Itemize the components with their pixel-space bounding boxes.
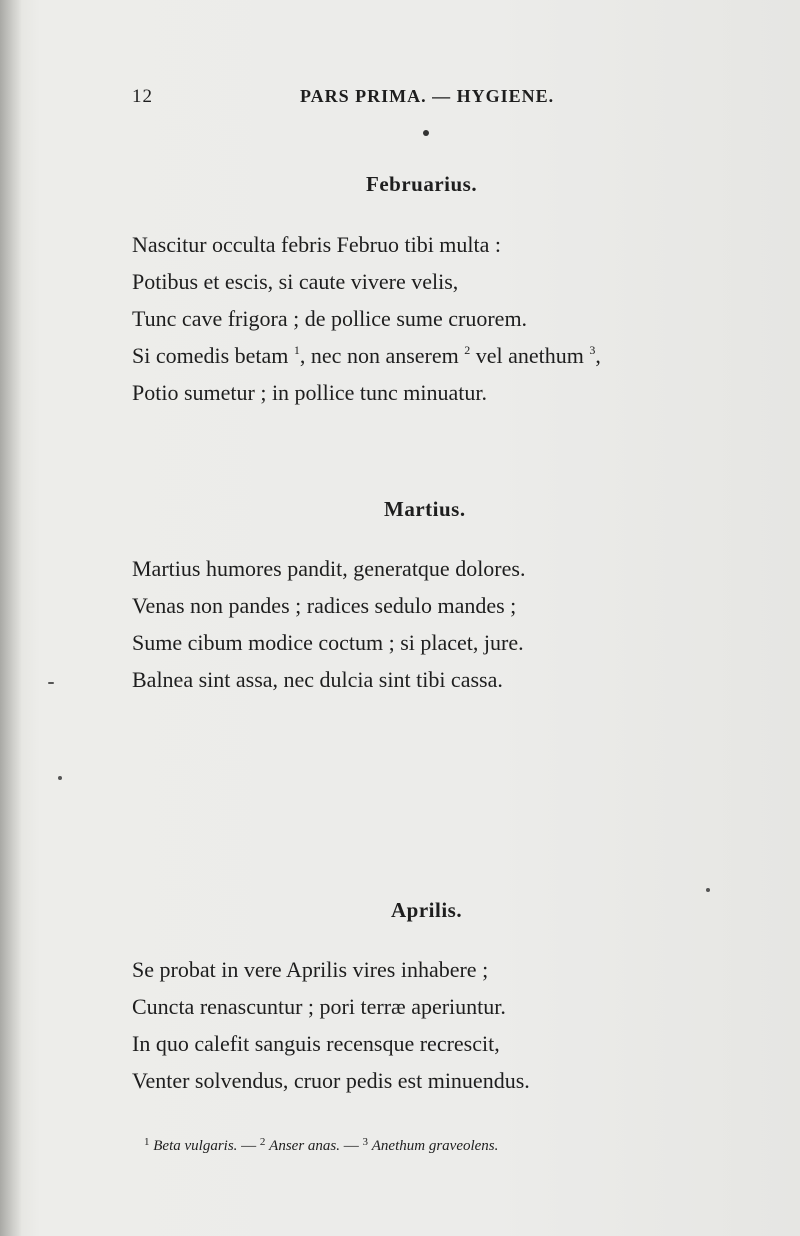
section-title-martius: Martius. (384, 497, 466, 521)
verse-line: Sume cibum modice coctum ; si placet, jure. (132, 630, 524, 655)
section-title-aprilis: Aprilis. (391, 898, 463, 922)
verse-line: Venter solvendus, cruor pedis est minuendus. (132, 1068, 530, 1093)
verse-martius (132, 550, 525, 698)
verse-line: Potio sumetur ; in pollice tunc minuatur. (132, 380, 488, 405)
verse-line: Balnea sint assa, nec dulcia sint tibi cassa. (132, 667, 503, 692)
verse-line: Se probat in vere Aprilis vires inhabere ; (132, 957, 489, 982)
verse-line: Martius humores pandit, generatque dolores. (132, 556, 526, 581)
verse-line: Venas non pandes ; radices sedulo mandes ; (132, 593, 517, 618)
paper-speck (58, 776, 62, 780)
verse-line: Cuncta renascuntur ; pori terræ aperiuntur. (132, 994, 506, 1019)
footnote: $^3$ Anethum graveolens. (362, 1136, 499, 1154)
footnotes (144, 1136, 498, 1155)
ornament-dot-icon (423, 130, 429, 136)
footnote-ref: 3 (589, 343, 596, 357)
footnote: $^2$ Anser anas. — (259, 1136, 363, 1154)
verse-line: Si comedis betam $^1$, nec non anserem $^2$ vel anethum $^3$, (132, 343, 601, 368)
footnote-ref: 1 (293, 343, 300, 357)
verse-line: In quo calefit sanguis recensque recrescit, (132, 1031, 500, 1056)
verse-line: Nascitur occulta febris Februo tibi multa : (132, 232, 502, 257)
verse-aprilis (132, 951, 530, 1099)
page-number: 12 (132, 86, 153, 107)
verse-line: Tunc cave frigora ; de pollice sume cruorem. (132, 306, 528, 331)
verse-line: Potibus et escis, si caute vivere velis, (132, 269, 459, 294)
footnote-ref: 2 (464, 343, 471, 357)
running-header (132, 86, 580, 112)
section-title-februarius: Februarius. (366, 172, 478, 196)
header-title: PARS PRIMA. — HYGIENE. (300, 86, 555, 106)
paper-speck (706, 888, 710, 892)
paper-speck (48, 682, 54, 684)
book-spine-shadow (0, 0, 22, 1236)
footnote: $^1$ Beta vulgaris. — (144, 1136, 260, 1154)
verse-februarius (132, 226, 601, 411)
